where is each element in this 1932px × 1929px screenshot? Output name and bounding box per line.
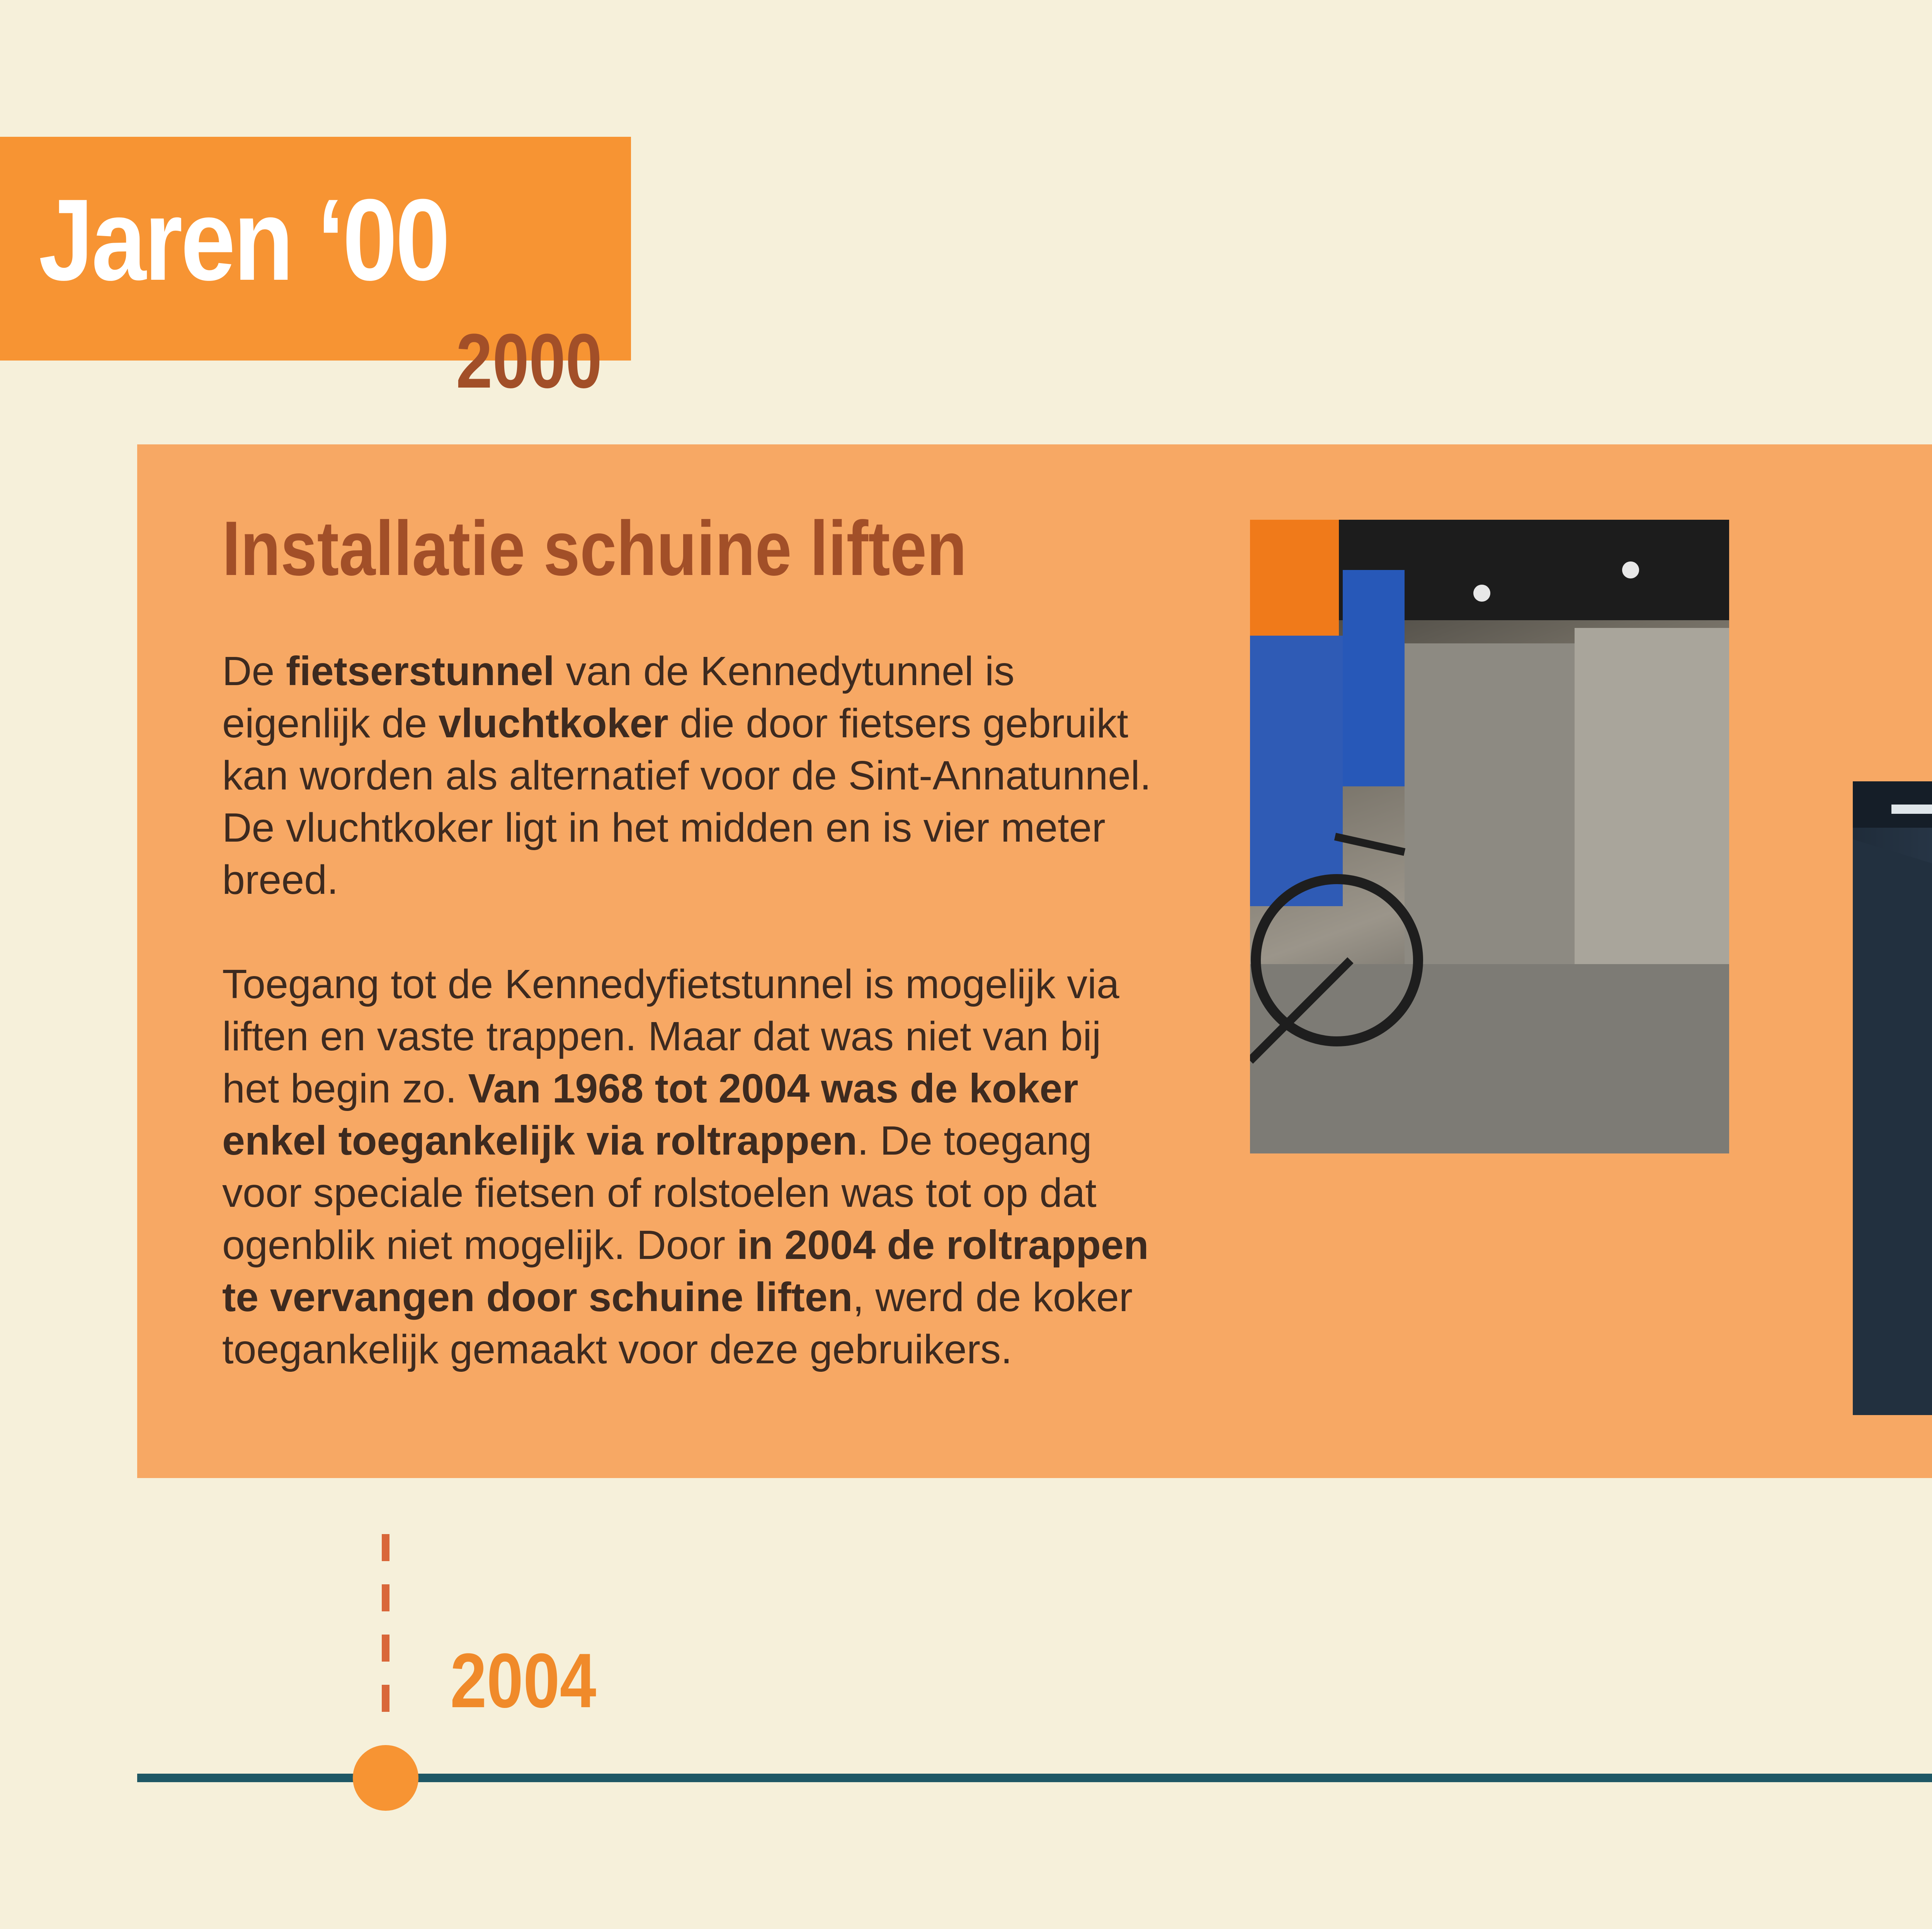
body-text: die door fietsers gebruikt kan worden als alternatief voor de Sint-Annatunnel. De vluchtkoker ligt in het midden en is vier meter breed. [222,701,1151,903]
paragraph-2 [222,958,1157,1376]
body-text: . De toegang voor speciale fietsen of rolstoelen was tot op dat ogenblik niet mogelijk. Door [222,1118,1097,1268]
era-title: Jaren ‘00 [39,175,448,304]
photo-cyclist-in-lift-image [1250,520,1729,1153]
body-text: , werd de koker toegankelijk gemaakt voor deze gebruikers. [222,1274,1133,1372]
paragraph-1 [222,645,1157,906]
timeline-marker-dashed-line [382,1534,389,1731]
photo-inclined-lift-shaft-image [1853,781,1932,1415]
era-year: 2000 [456,318,602,404]
body-text: Toegang tot de Kennedyfietstunnel is mogelijk via liften en vaste trappen. Maar dat was niet van bij het begin zo. [222,961,1119,1111]
photo-inclined-lift-shaft [1853,781,1932,1415]
emphasis-text: vluchtkoker [438,701,668,746]
card-title: Installatie schuine liften [222,505,967,592]
timeline-marker-dot[interactable] [353,1745,418,1811]
emphasis-text: in 2004 de roltrappen te vervangen door schuine liften [222,1222,1149,1320]
photo-cyclist-in-lift [1250,520,1729,1153]
emphasis-text: fietserstunnel [286,648,555,694]
emphasis-text: Van 1968 tot 2004 was de koker enkel toegankelijk via roltrappen [222,1066,1078,1164]
timeline-marker-year: 2004 [450,1638,597,1724]
body-text: van de Kennedytunnel is eigenlijk de [222,648,1015,746]
body-text: De [222,648,286,694]
